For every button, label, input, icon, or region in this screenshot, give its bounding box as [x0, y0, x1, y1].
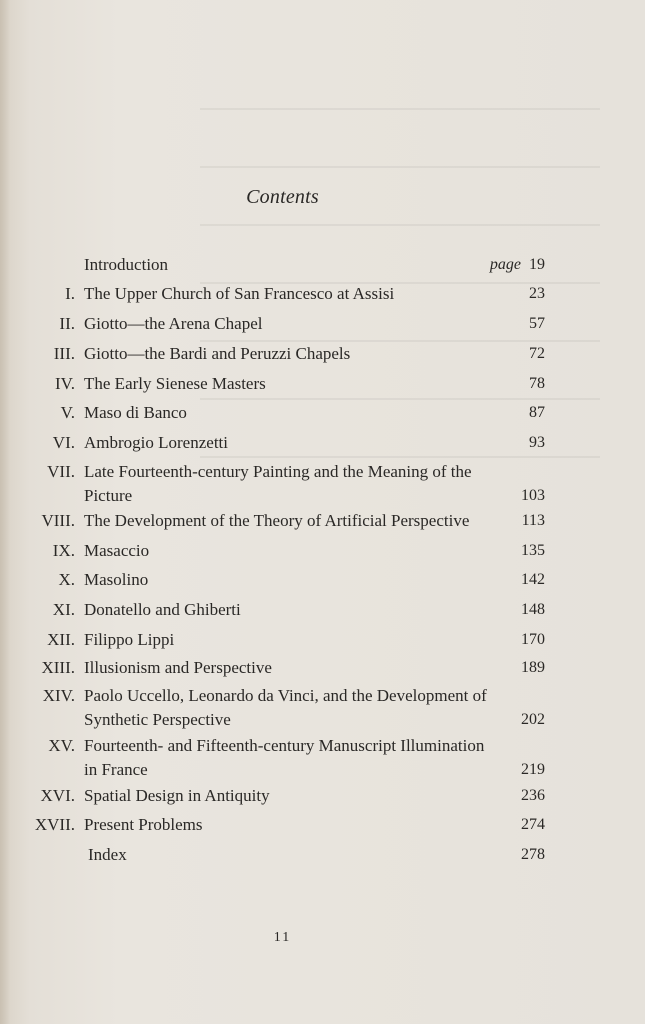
toc-entry-page-wrap	[490, 253, 545, 277]
toc-entry-page: 93	[529, 434, 545, 451]
toc-entry-number: XV.	[48, 736, 75, 755]
toc-entry-number: II.	[59, 314, 75, 333]
toc-entry-page: 113	[521, 512, 545, 529]
toc-entry-page: 170	[521, 631, 545, 648]
toc-entry-title: Donatello and Ghiberti	[84, 600, 241, 619]
toc-entry-title: Filippo Lippi	[84, 630, 175, 649]
toc-entry-title: The Early Sienese Masters	[84, 374, 266, 393]
toc-entry-title: The Upper Church of San Francesco at Assisi	[84, 284, 395, 303]
toc-entry-title: Index	[88, 845, 127, 864]
toc-entry-page: 23	[529, 285, 545, 302]
toc-entry-title: Giotto—the Arena Chapel	[84, 314, 263, 333]
toc-entry-page: 19	[529, 256, 545, 273]
toc-entry-title: Masaccio	[84, 541, 150, 560]
toc-entry-number: VIII.	[41, 511, 75, 530]
page-word: page	[489, 256, 521, 273]
toc-entry-title: Late Fourteenth-century Painting and the Meaning of the Picture	[84, 462, 472, 505]
toc-entry-page: 236	[521, 787, 545, 804]
toc-entry-title: Ambrogio Lorenzetti	[84, 433, 228, 452]
toc-entry-page: 202	[521, 711, 545, 728]
toc-entry-page: 278	[521, 846, 545, 863]
toc-entry-number: XI.	[52, 600, 75, 619]
toc-entry-number: VI.	[52, 433, 75, 452]
toc-entry-number: IX.	[52, 541, 75, 560]
toc-entry-page: 87	[529, 404, 545, 421]
toc-entry-number: IV.	[55, 374, 75, 393]
toc-entry-title: Giotto—the Bardi and Peruzzi Chapels	[84, 344, 351, 363]
toc-entry-title: Spatial Design in Antiquity	[84, 786, 270, 805]
toc-entry-number: V.	[60, 403, 75, 422]
toc-entry-page: 142	[521, 571, 545, 588]
toc-entry-number: X.	[58, 570, 75, 589]
toc-entry-page: 78	[529, 375, 545, 392]
toc-entry-number: XIV.	[42, 686, 75, 705]
page-gutter-shadow	[0, 0, 10, 1024]
page-number: 11	[273, 930, 292, 945]
toc-entry-page: 135	[521, 542, 545, 559]
toc-entry-title: Present Problems	[84, 815, 203, 834]
toc-entry-number: XVI.	[40, 786, 75, 805]
toc-entry-title: Fourteenth- and Fifteenth-century Manuscript Illumination in France	[84, 736, 485, 779]
toc-entry-title: Paolo Uccello, Leonardo da Vinci, and the Development of Synthetic Perspective	[84, 686, 487, 729]
toc-entry-title: Masolino	[84, 570, 149, 589]
toc-entry-number: I.	[65, 284, 75, 303]
toc-entry-title: Illusionism and Perspective	[84, 658, 272, 677]
toc-entry-page: 274	[521, 816, 545, 833]
toc-entry-page: 72	[529, 345, 545, 362]
toc-entry-page: 219	[521, 761, 545, 778]
toc-entry-page: 103	[521, 487, 545, 504]
toc-entry-page: 148	[521, 601, 545, 618]
toc-entry-number: III.	[53, 344, 75, 363]
toc-entry-number: XII.	[47, 630, 75, 649]
toc-entry-page: 189	[521, 659, 545, 676]
toc-entry-page: 57	[529, 315, 545, 332]
toc-entry-number: VII.	[47, 462, 75, 481]
toc-entry-title: Introduction	[84, 255, 169, 274]
toc-entry-title: The Development of the Theory of Artificial Perspective	[84, 511, 470, 530]
toc-entry-number: XVII.	[34, 815, 75, 834]
page-title: Contents	[246, 186, 319, 208]
toc-entry-title: Maso di Banco	[84, 403, 187, 422]
toc-entry-number: XIII.	[41, 658, 75, 677]
